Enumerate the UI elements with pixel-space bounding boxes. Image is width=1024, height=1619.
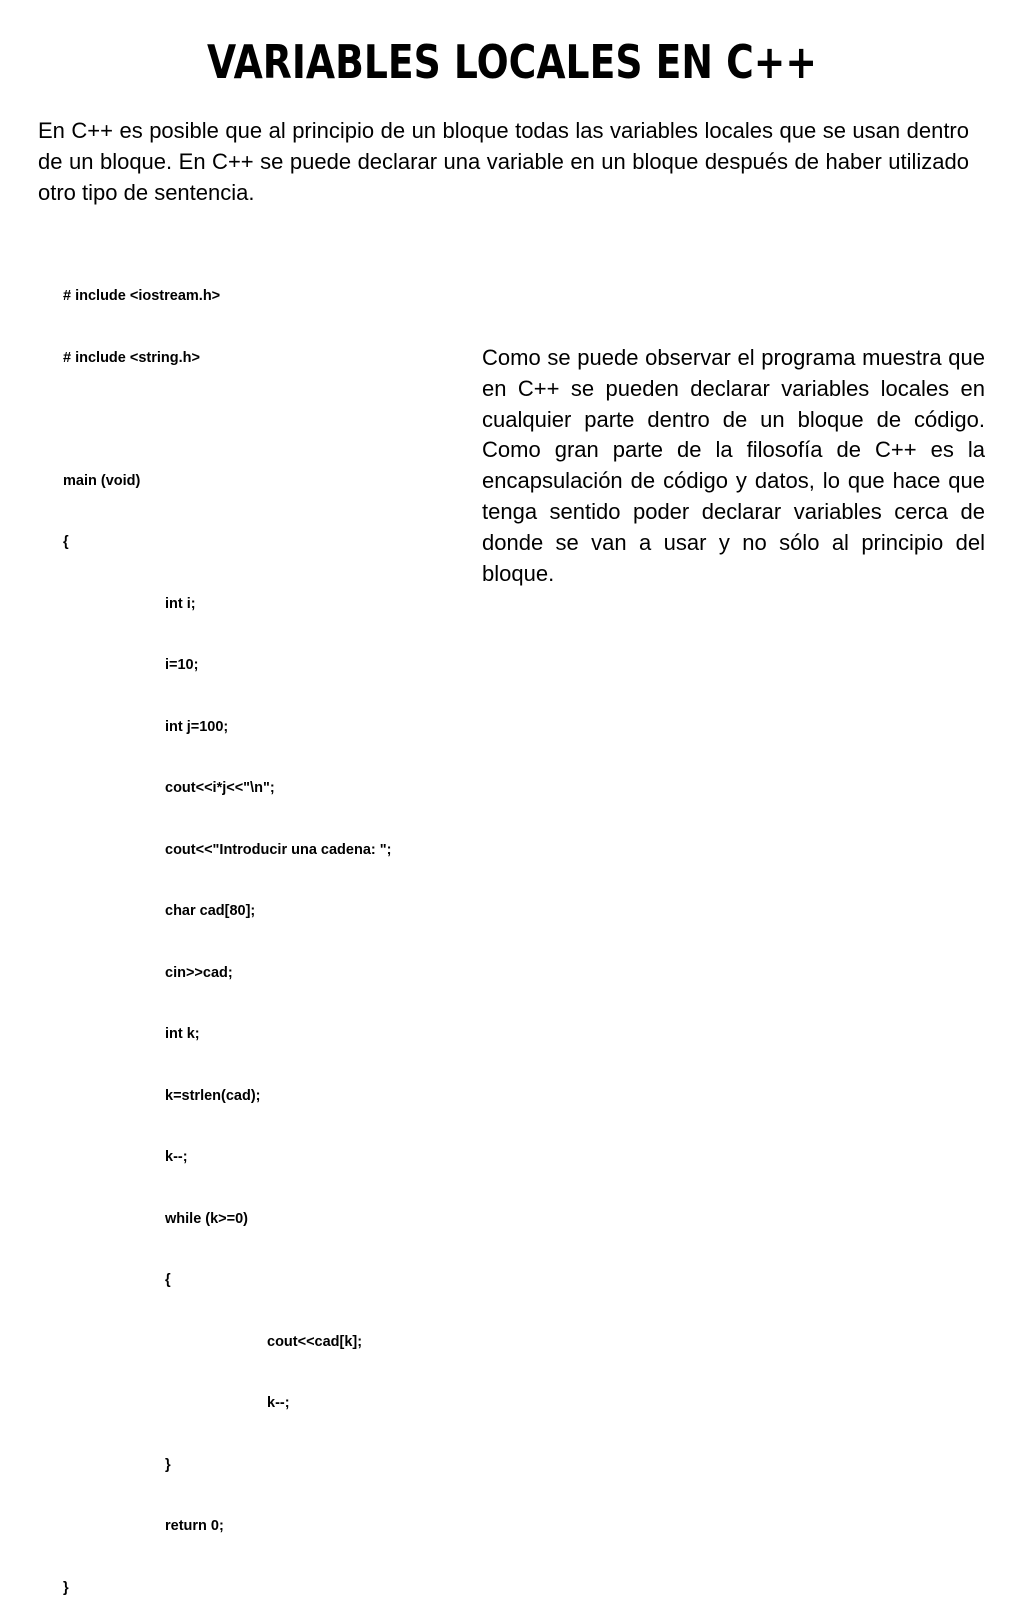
- code-line-return: return 0;: [165, 1518, 224, 1534]
- code-line-open-brace: {: [63, 534, 69, 550]
- code-line-assign-i: i=10;: [165, 657, 199, 673]
- code-line-main: main (void): [63, 472, 141, 489]
- code-line-include-string: # include <string.h>: [63, 349, 200, 366]
- code-line-close-brace: }: [63, 1579, 69, 1596]
- code-line-cout-product: cout<<i*j<<"\n";: [165, 780, 275, 796]
- code-line-int-j: int j=100;: [165, 718, 229, 735]
- code-line-while: while (k>=0): [165, 1210, 249, 1227]
- code-line-int-i: int i;: [165, 595, 196, 612]
- slide-title: VARIABLES LOCALES EN C++: [206, 35, 818, 89]
- code-line-loop-decrement: k--;: [267, 1395, 290, 1411]
- code-line-cin-cad: cin>>cad;: [165, 964, 233, 981]
- code-line-blank: [63, 409, 463, 430]
- code-line-include-iostream: # include <iostream.h>: [63, 288, 221, 304]
- code-line-strlen: k=strlen(cad);: [165, 1087, 261, 1104]
- code-line-int-k: int k;: [165, 1026, 200, 1042]
- code-line-cout-prompt: cout<<"Introducir una cadena: ";: [165, 841, 392, 858]
- code-example: [63, 245, 463, 1619]
- code-line-while-open-brace: {: [165, 1272, 171, 1288]
- explanation-paragraph: Como se puede observar el programa muestra que en C++ se pueden declarar variables locales en cualquier parte dentro de un bloque de código. Como gran parte de la filosofía de C++ es la encapsulación de código y datos, lo que hace que tenga sentido poder declarar variables cerca de donde se van a usar y no sólo al principio del bloque.: [482, 345, 985, 586]
- code-line-char-cad: char cad[80];: [165, 903, 256, 919]
- code-line-while-close-brace: }: [165, 1456, 171, 1473]
- code-line-cout-char: cout<<cad[k];: [267, 1333, 363, 1350]
- intro-paragraph: En C++ es posible que al principio de un bloque todas las variables locales que se usan dentro de un bloque. En C++ se puede declarar una variable en un bloque después de haber utilizado otro tipo de sentencia.: [38, 118, 969, 205]
- code-line-decrement-k: k--;: [165, 1149, 188, 1165]
